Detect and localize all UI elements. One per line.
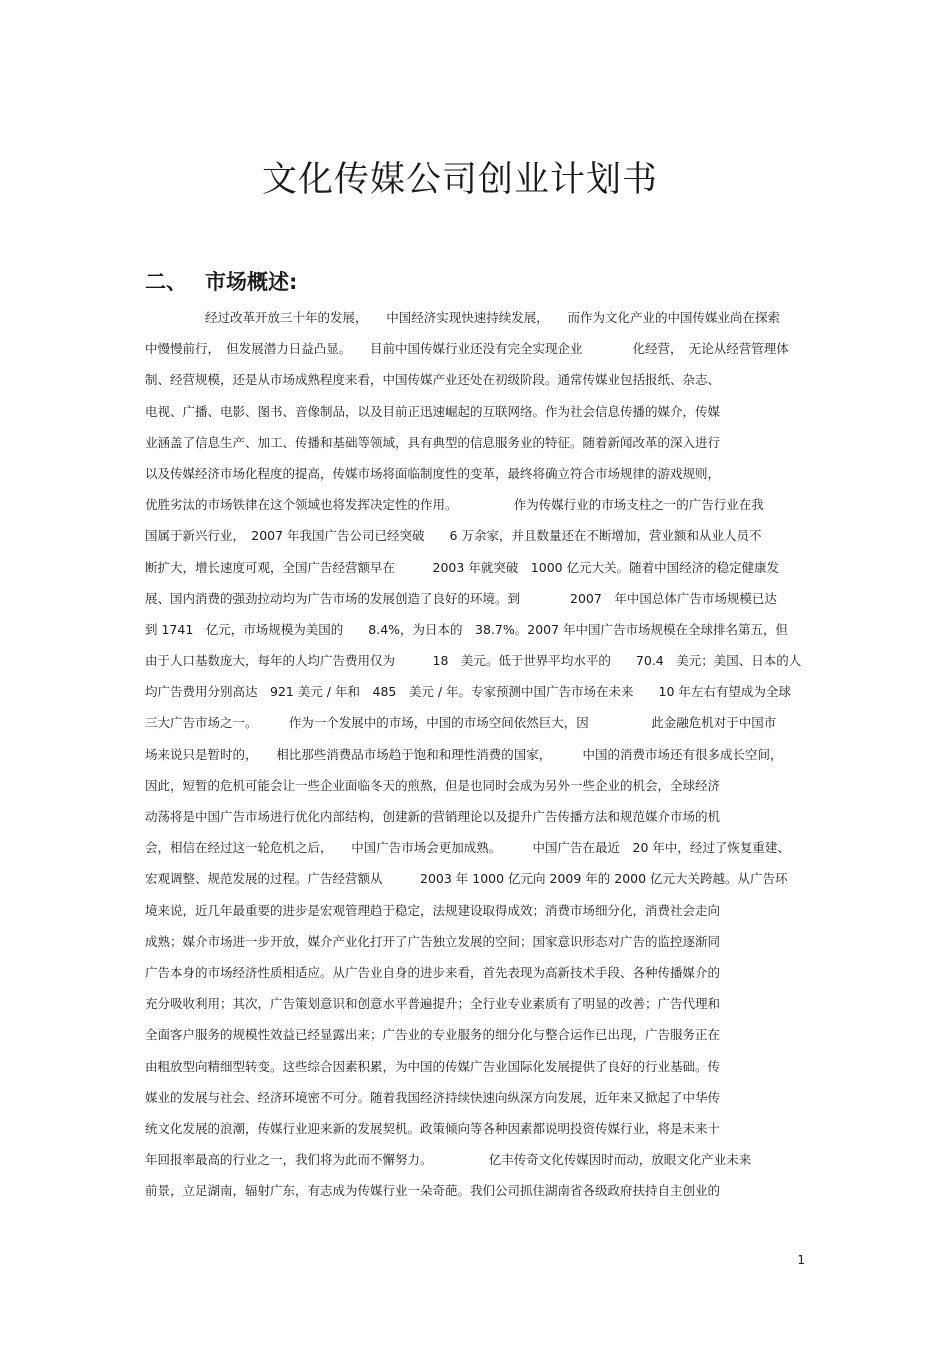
text-line: 媒业的发展与社会、经济环境密不可分。随着我国经济持续快速向纵深方向发展，近年来又掀起了中华传 xyxy=(145,1089,721,1105)
text-line: 场来说只是暂时的， 相比那些消费品市场趋于饱和和理性消费的国家， 中国的消费市场还有很多成长空间， xyxy=(145,746,783,762)
text-line: 展、国内消费的强劲拉动均为广告市场的发展创造了良好的环境。到 2007 年中国总体广告市场规模已达 xyxy=(145,590,777,606)
text-line: 充分吸收利用；其次，广告策划意识和创意水平普遍提升；全行业专业素质有了明显的改善；广告代理和 xyxy=(145,996,721,1012)
text-line: 全面客户服务的规模性效益已经显露出来；广告业的专业服务的细分化与整合运作已出现，广告服务正在 xyxy=(145,1027,721,1043)
text-line: 电视、广播、电影、图书、音像制品，以及目前正迅速崛起的互联网络。作为社会信息传播的媒介，传媒 xyxy=(145,403,721,419)
section-heading xyxy=(145,266,297,296)
text-line: 因此，短暂的危机可能会让一些企业面临冬天的煎熬，但是也同时会成为另外一些企业的机会，全球经济 xyxy=(145,777,721,793)
document-title: 文化传媒公司创业计划书 xyxy=(261,160,658,200)
text-line: 由于人口基数庞大，每年的人均广告费用仅为 18 美元。低于世界平均水平的 70.4 美元；美国、日本的人 xyxy=(145,653,802,669)
text-line: 优胜劣汰的市场铁律在这个领域也将发挥决定性的作用。 作为传媒行业的市场支柱之一的广告行业在我 xyxy=(145,497,764,513)
text-line: 以及传媒经济市场化程度的提高，传媒市场将面临制度性的变革，最终将确立符合市场规律的游戏规则， xyxy=(145,465,721,481)
text-line: 三大广告市场之一。 作为一个发展中的市场，中国的市场空间依然巨大，因 此金融危机对于中国市 xyxy=(145,715,777,731)
text-line: 前景，立足湖南，辐射广东，有志成为传媒行业一朵奇葩。我们公司抓住湖南省各级政府扶持自主创业的 xyxy=(145,1183,721,1199)
text-line: 广告本身的市场经济性质相适应。从广告业自身的进步来看，首先表现为高新技术手段、各种传播媒介的 xyxy=(145,964,721,980)
text-line: 成熟；媒介市场进一步开放，媒介产业化打开了广告独立发展的空间；国家意识形态对广告的监控逐渐同 xyxy=(145,933,721,949)
body-paragraph xyxy=(145,302,805,1206)
text-line: 年回报率最高的行业之一，我们将为此而不懈努力。 亿丰传奇文化传媒因时而动，放眼文化产业未来 xyxy=(145,1152,752,1168)
page-number: 1 xyxy=(797,1253,805,1267)
text-line: 经过改革开放三十年的发展， 中国经济实现快速持续发展， 而作为文化产业的中国传媒业尚在探索 xyxy=(205,310,781,325)
text-line: 到 1741 亿元，市场规模为美国的 8.4%，为日本的 38.7%。2007 年中国广告市场规模在全球排名第五，但 xyxy=(145,621,789,637)
text-line: 动荡将是中国广告市场进行优化内部结构，创建新的营销理论以及提升广告传播方法和规范媒介市场的机 xyxy=(145,809,721,824)
text-line: 均广告费用分别高达 921 美元 / 年和 485 美元 / 年。专家预测中国广告市场在未来 10 年左右有望成为全球 xyxy=(145,684,791,700)
text-line: 会，相信在经过这一轮危机之后， 中国广告市场会更加成熟。 中国广告在最近 20 年中，经过了恢复重建、 xyxy=(145,840,790,856)
text-line: 宏观调整、规范发展的过程。广告经营额从 2003 年 1000 亿元向 2009 年的 2000 亿元大关跨越。从广告环 xyxy=(145,871,788,887)
section-number: 二、 xyxy=(145,270,187,294)
text-line: 境来说，近几年最重要的进步是宏观管理趋于稳定，法规建设取得成效；消费市场细分化，消费社会走向 xyxy=(145,902,721,918)
text-line: 断扩大，增长速度可观，全国广告经营额早在 2003 年就突破 1000 亿元大关。随着中国经济的稳定健康发 xyxy=(145,559,780,575)
text-line: 统文化发展的浪潮，传媒行业迎来新的发展契机。政策倾向等各种因素都说明投资传媒行业，将是未来十 xyxy=(145,1120,721,1136)
text-line: 国属于新兴行业， 2007 年我国广告公司已经突破 6 万余家，并且数量还在不断增加，营业额和从业人员不 xyxy=(145,528,762,544)
text-line: 中慢慢前行， 但发展潜力日益凸显。 目前中国传媒行业还没有完全实现企业 化经营， 无论从经营管理体 xyxy=(145,341,789,357)
text-line: 制、经营规模，还是从市场成熟程度来看，中国传媒产业还处在初级阶段。通常传媒业包括报纸、杂志、 xyxy=(145,372,721,388)
section-title: 市场概述: xyxy=(205,270,298,294)
text-line: 由粗放型向精细型转变。这些综合因素积累，为中国的传媒广告业国际化发展提供了良好的行业基础。传 xyxy=(145,1058,721,1074)
text-line: 业涵盖了信息生产、加工、传播和基础等领域，具有典型的信息服务业的特征。随着新闻改革的深入进行 xyxy=(145,434,721,450)
